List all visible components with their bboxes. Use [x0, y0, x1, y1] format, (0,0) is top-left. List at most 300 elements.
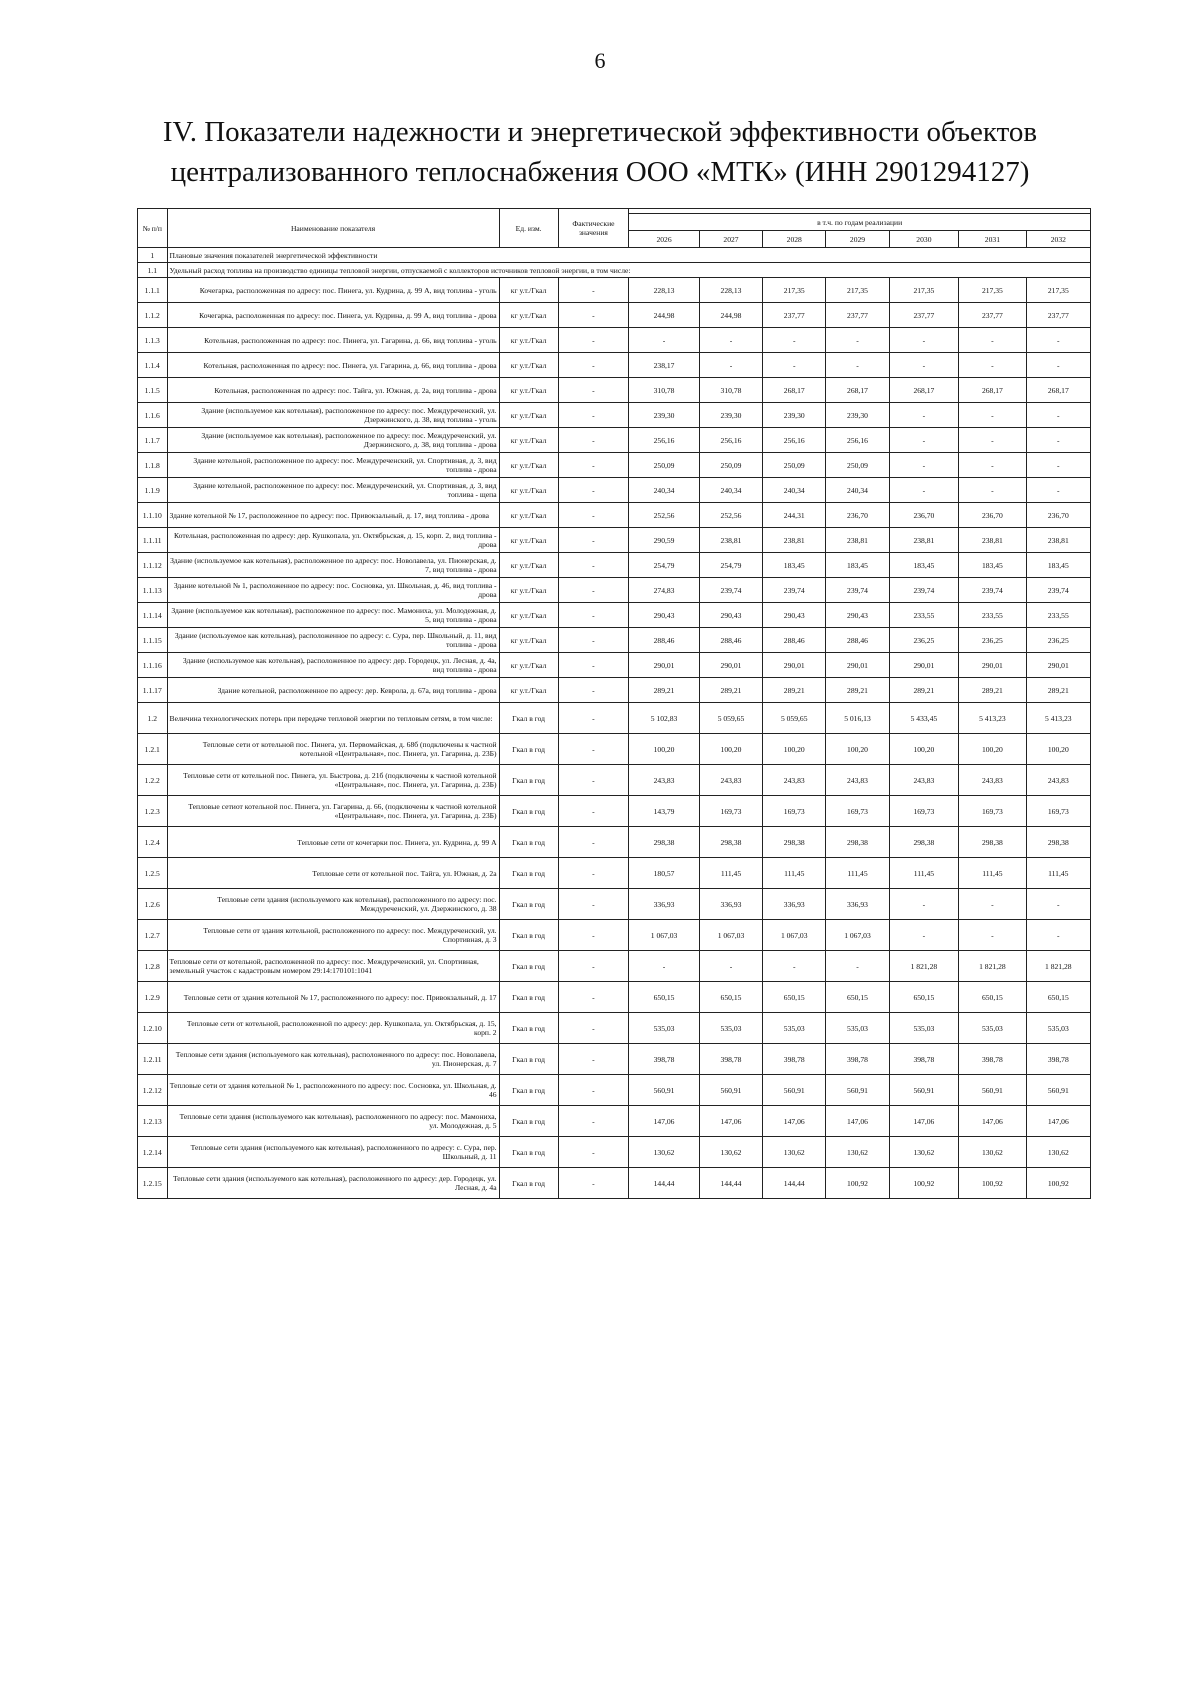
table-row — [138, 982, 1091, 1013]
table-row — [138, 678, 1091, 703]
row-num: 1.2.14 — [138, 1137, 168, 1168]
year-value: 169,73 — [959, 796, 1026, 827]
row-num: 1.1.4 — [138, 353, 168, 378]
indicator-name: Котельная, расположенная по адресу: пос. Пинега, ул. Гагарина, д. 66, вид топлива - уголь — [167, 328, 499, 353]
year-value: 228,13 — [699, 278, 762, 303]
year-value: 240,34 — [826, 478, 889, 503]
row-num: 1.2.6 — [138, 889, 168, 920]
fact-value: - — [558, 920, 629, 951]
row-num: 1.2.10 — [138, 1013, 168, 1044]
year-value: 239,30 — [763, 403, 826, 428]
row-num: 1.1.11 — [138, 528, 168, 553]
indicator-name: Здание (используемое как котельная), расположенное по адресу: пос. Междуреченский, ул. Дзержинского, д. 38, вид топлива - уголь — [167, 403, 499, 428]
year-value: 398,78 — [959, 1044, 1026, 1075]
year-value: 336,93 — [826, 889, 889, 920]
title-line-1: IV. Показатели надежности и энергетической эффективности объектов — [162, 116, 1038, 148]
year-value: 650,15 — [1026, 982, 1090, 1013]
year-value: 111,45 — [1026, 858, 1090, 889]
fact-value: - — [558, 503, 629, 528]
year-value: 535,03 — [959, 1013, 1026, 1044]
year-value: - — [1026, 328, 1090, 353]
year-value: - — [889, 328, 959, 353]
year-value: 240,34 — [699, 478, 762, 503]
unit: Гкал в год — [499, 1168, 558, 1199]
fact-value: - — [558, 765, 629, 796]
year-value: - — [699, 353, 762, 378]
year-value: 130,62 — [826, 1137, 889, 1168]
year-value: 5 016,13 — [826, 703, 889, 734]
indicator-name: Здание котельной, расположенное по адресу: пос. Междуреченский, ул. Спортивная, д. 3, вид топлива - щепа — [167, 478, 499, 503]
indicator-name: Тепловые сети здания (используемого как котельная), расположенного по адресу: пос. Междуреченский, ул. Дзержинского, д. 38 — [167, 889, 499, 920]
year-value: - — [889, 353, 959, 378]
year-value: 290,43 — [826, 603, 889, 628]
year-value: - — [826, 353, 889, 378]
year-value: 100,20 — [826, 734, 889, 765]
year-value: 535,03 — [763, 1013, 826, 1044]
year-value: 650,15 — [763, 982, 826, 1013]
year-value: 650,15 — [959, 982, 1026, 1013]
row-num: 1.2 — [138, 703, 168, 734]
year-value: - — [889, 403, 959, 428]
indicator-name: Величина технологических потерь при передаче тепловой энергии по тепловым сетям, в том числе: — [167, 703, 499, 734]
year-value: 183,45 — [826, 553, 889, 578]
year-value: 147,06 — [889, 1106, 959, 1137]
unit: Гкал в год — [499, 765, 558, 796]
year-value: 560,91 — [763, 1075, 826, 1106]
table-row — [138, 951, 1091, 982]
table-row — [138, 653, 1091, 678]
year-value: 290,01 — [889, 653, 959, 678]
row-num: 1.2.3 — [138, 796, 168, 827]
year-value: - — [959, 453, 1026, 478]
year-value: 147,06 — [699, 1106, 762, 1137]
year-value: 256,16 — [826, 428, 889, 453]
indicator-name: Здание (используемое как котельная), расположенное по адресу: пос. Мамониха, ул. Молодежная, д. 5, вид топлива - дрова — [167, 603, 499, 628]
year-value: 180,57 — [629, 858, 700, 889]
year-value: 535,03 — [629, 1013, 700, 1044]
row-num: 1.2.9 — [138, 982, 168, 1013]
indicator-name: Здание котельной № 1, расположенное по адресу: пос. Сосновка, ул. Школьная, д. 46, вид топлива - дрова — [167, 578, 499, 603]
year-value: 256,16 — [763, 428, 826, 453]
year-value: - — [889, 920, 959, 951]
row-num: 1.2.12 — [138, 1075, 168, 1106]
year-value: 288,46 — [826, 628, 889, 653]
year-value: - — [959, 353, 1026, 378]
year-value: 239,74 — [826, 578, 889, 603]
year-value: 236,70 — [1026, 503, 1090, 528]
year-value: 289,21 — [763, 678, 826, 703]
unit: кг у.т./Гкал — [499, 603, 558, 628]
year-value: - — [629, 328, 700, 353]
row-num: 1.2.4 — [138, 827, 168, 858]
unit: Гкал в год — [499, 1013, 558, 1044]
fact-value: - — [558, 734, 629, 765]
year-value: 290,01 — [763, 653, 826, 678]
header-year: 2031 — [959, 231, 1026, 248]
unit: кг у.т./Гкал — [499, 578, 558, 603]
year-value: 252,56 — [699, 503, 762, 528]
header-unit: Ед. изм. — [499, 209, 558, 248]
unit: кг у.т./Гкал — [499, 478, 558, 503]
year-value: - — [826, 328, 889, 353]
year-value: - — [1026, 428, 1090, 453]
year-value: 183,45 — [763, 553, 826, 578]
year-value: 147,06 — [1026, 1106, 1090, 1137]
year-value: 298,38 — [826, 827, 889, 858]
table-row — [138, 920, 1091, 951]
year-value: - — [629, 951, 700, 982]
unit: кг у.т./Гкал — [499, 528, 558, 553]
year-value: 560,91 — [826, 1075, 889, 1106]
table-row — [138, 1075, 1091, 1106]
year-value: 274,83 — [629, 578, 700, 603]
year-value: - — [1026, 920, 1090, 951]
indicator-name: Тепловые сети от котельной, расположенной по адресу: дер. Кушкопала, ул. Октябрьская, д. 15, корп. 2 — [167, 1013, 499, 1044]
unit: кг у.т./Гкал — [499, 503, 558, 528]
year-value: 298,38 — [699, 827, 762, 858]
year-value: 560,91 — [699, 1075, 762, 1106]
year-value: 268,17 — [959, 378, 1026, 403]
unit: Гкал в год — [499, 734, 558, 765]
year-value: 1 067,03 — [629, 920, 700, 951]
indicator-name: Здание котельной, расположенное по адресу: дер. Кеврола, д. 67а, вид топлива - дрова — [167, 678, 499, 703]
indicator-name: Здание (используемое как котельная), расположенное по адресу: дер. Городецк, ул. Лесная, д. 4а, вид топлива - дрова — [167, 653, 499, 678]
year-value: 183,45 — [959, 553, 1026, 578]
year-value: 238,81 — [763, 528, 826, 553]
year-value: 256,16 — [629, 428, 700, 453]
year-value: 169,73 — [763, 796, 826, 827]
year-value: 252,56 — [629, 503, 700, 528]
year-value: 268,17 — [1026, 378, 1090, 403]
unit: кг у.т./Гкал — [499, 628, 558, 653]
year-value: 130,62 — [1026, 1137, 1090, 1168]
year-value: 237,77 — [889, 303, 959, 328]
year-value: 250,09 — [826, 453, 889, 478]
table-row — [138, 889, 1091, 920]
year-value: 1 821,28 — [889, 951, 959, 982]
fact-value: - — [558, 982, 629, 1013]
unit: Гкал в год — [499, 1106, 558, 1137]
year-value: 298,38 — [763, 827, 826, 858]
year-value: 169,73 — [699, 796, 762, 827]
year-value: 144,44 — [699, 1168, 762, 1199]
year-value: 243,83 — [629, 765, 700, 796]
year-value: 243,83 — [889, 765, 959, 796]
year-value: 239,74 — [889, 578, 959, 603]
year-value: 143,79 — [629, 796, 700, 827]
year-value: 217,35 — [763, 278, 826, 303]
row-num: 1.1 — [138, 263, 168, 278]
row-num: 1.1.8 — [138, 453, 168, 478]
year-value: - — [763, 353, 826, 378]
year-value: 243,83 — [826, 765, 889, 796]
year-value: 1 067,03 — [763, 920, 826, 951]
year-value: - — [763, 951, 826, 982]
year-value: 398,78 — [826, 1044, 889, 1075]
fact-value: - — [558, 858, 629, 889]
year-value: - — [889, 453, 959, 478]
year-value: 169,73 — [1026, 796, 1090, 827]
year-value: 290,01 — [1026, 653, 1090, 678]
year-value: - — [959, 920, 1026, 951]
year-value: 130,62 — [763, 1137, 826, 1168]
indicator-name: Тепловые сетиот котельной пос. Пинега, ул. Гагарина, д. 66, (подключены к частной котельной «Центральная», пос. Пинега, ул. Гагарина, д. 23Б) — [167, 796, 499, 827]
year-value: 183,45 — [1026, 553, 1090, 578]
fact-value: - — [558, 1075, 629, 1106]
row-num: 1.1.6 — [138, 403, 168, 428]
year-value: 288,46 — [699, 628, 762, 653]
table-row — [138, 734, 1091, 765]
unit: Гкал в год — [499, 982, 558, 1013]
unit: Гкал в год — [499, 951, 558, 982]
section-row — [138, 248, 1091, 263]
year-value: 5 413,23 — [959, 703, 1026, 734]
table-row — [138, 578, 1091, 603]
indicator-name: Тепловые сети от здания котельной, расположенного по адресу: пос. Междуреченский, ул. Спортивная, д. 3 — [167, 920, 499, 951]
year-value: 288,46 — [763, 628, 826, 653]
year-value: 250,09 — [629, 453, 700, 478]
year-value: 100,20 — [699, 734, 762, 765]
year-value: 236,25 — [889, 628, 959, 653]
table-row — [138, 1013, 1091, 1044]
year-value: - — [959, 403, 1026, 428]
year-value: 240,34 — [629, 478, 700, 503]
year-value: 289,21 — [959, 678, 1026, 703]
fact-value: - — [558, 1044, 629, 1075]
year-value: 237,77 — [1026, 303, 1090, 328]
row-num: 1.1.15 — [138, 628, 168, 653]
fact-value: - — [558, 353, 629, 378]
year-value: 290,43 — [699, 603, 762, 628]
year-value: 289,21 — [889, 678, 959, 703]
year-value: 233,55 — [1026, 603, 1090, 628]
fact-value: - — [558, 553, 629, 578]
table-row — [138, 703, 1091, 734]
header-year: 2029 — [826, 231, 889, 248]
year-value: 650,15 — [889, 982, 959, 1013]
year-value: 236,70 — [889, 503, 959, 528]
year-value: - — [1026, 889, 1090, 920]
indicator-name: Тепловые сети от котельной пос. Пинега, ул. Первомайская, д. 68б (подключены к частной котельной «Центральная», пос. Пинега, ул. Гагарина, д. 23Б) — [167, 734, 499, 765]
year-value: 111,45 — [699, 858, 762, 889]
fact-value: - — [558, 403, 629, 428]
year-value: 238,17 — [629, 353, 700, 378]
year-value: 233,55 — [889, 603, 959, 628]
table-header — [138, 209, 1091, 248]
year-value: - — [959, 328, 1026, 353]
year-value: - — [826, 951, 889, 982]
year-value: 239,30 — [826, 403, 889, 428]
year-value: 650,15 — [826, 982, 889, 1013]
year-value: 238,81 — [1026, 528, 1090, 553]
indicator-name: Котельная, расположенная по адресу: пос. Пинега, ул. Гагарина, д. 66, вид топлива - дрова — [167, 353, 499, 378]
fact-value: - — [558, 1013, 629, 1044]
fact-value: - — [558, 328, 629, 353]
year-value: 268,17 — [889, 378, 959, 403]
table-body — [138, 248, 1091, 1199]
year-value: 239,74 — [699, 578, 762, 603]
section-title: Плановые значения показателей энергетической эффективности — [167, 248, 1090, 263]
indicator-name: Тепловые сети здания (используемого как котельная), расположенного по адресу: пос. Новолавела, ул. Пионерская, д. 7 — [167, 1044, 499, 1075]
indicator-name: Тепловые сети здания (используемого как котельная), расположенного по адресу: дер. Городецк, ул. Лесная, д. 4а — [167, 1168, 499, 1199]
year-value: 147,06 — [763, 1106, 826, 1137]
year-value: - — [889, 428, 959, 453]
row-num: 1.2.15 — [138, 1168, 168, 1199]
table-row — [138, 503, 1091, 528]
year-value: 169,73 — [889, 796, 959, 827]
year-value: 5 059,65 — [699, 703, 762, 734]
table-row — [138, 603, 1091, 628]
year-value: 233,55 — [959, 603, 1026, 628]
unit: кг у.т./Гкал — [499, 403, 558, 428]
unit: Гкал в год — [499, 1044, 558, 1075]
year-value: 289,21 — [1026, 678, 1090, 703]
year-value: 244,98 — [629, 303, 700, 328]
section-title: Удельный расход топлива на производство единицы тепловой энергии, отпускаемой с коллекторов источников тепловой энергии, в том числе: — [167, 263, 1090, 278]
year-value: 217,35 — [1026, 278, 1090, 303]
table-row — [138, 528, 1091, 553]
header-num: № п/п — [138, 209, 168, 248]
year-value: 5 433,45 — [889, 703, 959, 734]
year-value: - — [763, 328, 826, 353]
year-value: 130,62 — [959, 1137, 1026, 1168]
row-num: 1.1.13 — [138, 578, 168, 603]
year-value: 111,45 — [959, 858, 1026, 889]
fact-value: - — [558, 678, 629, 703]
year-value: 130,62 — [629, 1137, 700, 1168]
fact-value: - — [558, 428, 629, 453]
year-value: 183,45 — [889, 553, 959, 578]
indicator-name: Здание (используемое как котельная), расположенное по адресу: с. Сура, пер. Школьный, д. 11, вид топлива - дрова — [167, 628, 499, 653]
fact-value: - — [558, 653, 629, 678]
year-value: 254,79 — [629, 553, 700, 578]
year-value: 1 821,28 — [1026, 951, 1090, 982]
indicator-name: Тепловые сети от кочегарки пос. Пинега, ул. Кудрина, д. 99 А — [167, 827, 499, 858]
year-value: 289,21 — [826, 678, 889, 703]
row-num: 1.1.1 — [138, 278, 168, 303]
row-num: 1.1.16 — [138, 653, 168, 678]
row-num: 1.1.17 — [138, 678, 168, 703]
row-num: 1.2.13 — [138, 1106, 168, 1137]
title-line-2: централизованного теплоснабжения ООО «МТК» (ИНН 2901294127) — [170, 156, 1030, 188]
indicator-name: Здание котельной № 17, расположенное по адресу: пос. Привокзальный, д. 17, вид топлива - дрова — [167, 503, 499, 528]
year-value: 535,03 — [1026, 1013, 1090, 1044]
header-year: 2027 — [699, 231, 762, 248]
year-value: 650,15 — [629, 982, 700, 1013]
row-num: 1.1.5 — [138, 378, 168, 403]
year-value: - — [1026, 478, 1090, 503]
year-value: 237,77 — [826, 303, 889, 328]
page-number: 6 — [594, 48, 606, 73]
year-value: 535,03 — [889, 1013, 959, 1044]
year-value: 398,78 — [1026, 1044, 1090, 1075]
year-value: 254,79 — [699, 553, 762, 578]
table-row — [138, 428, 1091, 453]
fact-value: - — [558, 1106, 629, 1137]
year-value: 5 059,65 — [763, 703, 826, 734]
table-row — [138, 827, 1091, 858]
year-value: 144,44 — [629, 1168, 700, 1199]
year-value: 100,92 — [959, 1168, 1026, 1199]
year-value: 100,20 — [959, 734, 1026, 765]
row-num: 1.2.11 — [138, 1044, 168, 1075]
year-value: 236,70 — [959, 503, 1026, 528]
fact-value: - — [558, 951, 629, 982]
year-value: 290,43 — [629, 603, 700, 628]
table-row — [138, 553, 1091, 578]
fact-value: - — [558, 578, 629, 603]
unit: кг у.т./Гкал — [499, 378, 558, 403]
year-value: 268,17 — [763, 378, 826, 403]
year-value: - — [959, 478, 1026, 503]
year-value: 147,06 — [959, 1106, 1026, 1137]
year-value: 560,91 — [1026, 1075, 1090, 1106]
fact-value: - — [558, 827, 629, 858]
row-num: 1.1.10 — [138, 503, 168, 528]
indicator-name: Кочегарка, расположенная по адресу: пос. Пинега, ул. Кудрина, д. 99 А, вид топлива - дрова — [167, 303, 499, 328]
fact-value: - — [558, 889, 629, 920]
indicator-name: Котельная, расположенная по адресу: пос. Тайга, ул. Южная, д. 2а, вид топлива - дрова — [167, 378, 499, 403]
year-value: 560,91 — [959, 1075, 1026, 1106]
year-value: 100,92 — [826, 1168, 889, 1199]
year-value: 228,13 — [629, 278, 700, 303]
year-value: 239,30 — [629, 403, 700, 428]
year-value: 100,20 — [629, 734, 700, 765]
unit: Гкал в год — [499, 827, 558, 858]
unit: Гкал в год — [499, 920, 558, 951]
unit: кг у.т./Гкал — [499, 428, 558, 453]
year-value: 256,16 — [699, 428, 762, 453]
header-year: 2028 — [763, 231, 826, 248]
year-value: - — [699, 328, 762, 353]
year-value: 398,78 — [699, 1044, 762, 1075]
year-value: 111,45 — [826, 858, 889, 889]
year-value: 298,38 — [1026, 827, 1090, 858]
year-value: 238,81 — [699, 528, 762, 553]
unit: Гкал в год — [499, 858, 558, 889]
year-value: - — [1026, 403, 1090, 428]
year-value: 290,01 — [826, 653, 889, 678]
table-row — [138, 303, 1091, 328]
year-value: 535,03 — [699, 1013, 762, 1044]
indicator-name: Котельная, расположенная по адресу: дер. Кушкопала, ул. Октябрьская, д. 15, корп. 2, вид топлива - дрова — [167, 528, 499, 553]
table-row — [138, 796, 1091, 827]
year-value: 398,78 — [763, 1044, 826, 1075]
row-num: 1.2.8 — [138, 951, 168, 982]
year-value: 130,62 — [889, 1137, 959, 1168]
table-row — [138, 478, 1091, 503]
year-value: 290,59 — [629, 528, 700, 553]
indicator-name: Здание котельной, расположенное по адресу: пос. Междуреченский, ул. Спортивная, д. 3, вид топлива - дрова — [167, 453, 499, 478]
year-value: 310,78 — [629, 378, 700, 403]
year-value: 239,74 — [959, 578, 1026, 603]
row-num: 1.2.5 — [138, 858, 168, 889]
table-row — [138, 1137, 1091, 1168]
fact-value: - — [558, 603, 629, 628]
unit: кг у.т./Гкал — [499, 353, 558, 378]
year-value: - — [889, 478, 959, 503]
fact-value: - — [558, 1168, 629, 1199]
year-value: 5 413,23 — [1026, 703, 1090, 734]
year-value: 100,20 — [889, 734, 959, 765]
year-value: 236,25 — [959, 628, 1026, 653]
year-value: 298,38 — [889, 827, 959, 858]
year-value: 236,25 — [1026, 628, 1090, 653]
unit: кг у.т./Гкал — [499, 678, 558, 703]
indicator-name: Тепловые сети от котельной пос. Тайга, ул. Южная, д. 2а — [167, 858, 499, 889]
unit: Гкал в год — [499, 796, 558, 827]
year-value: - — [959, 428, 1026, 453]
